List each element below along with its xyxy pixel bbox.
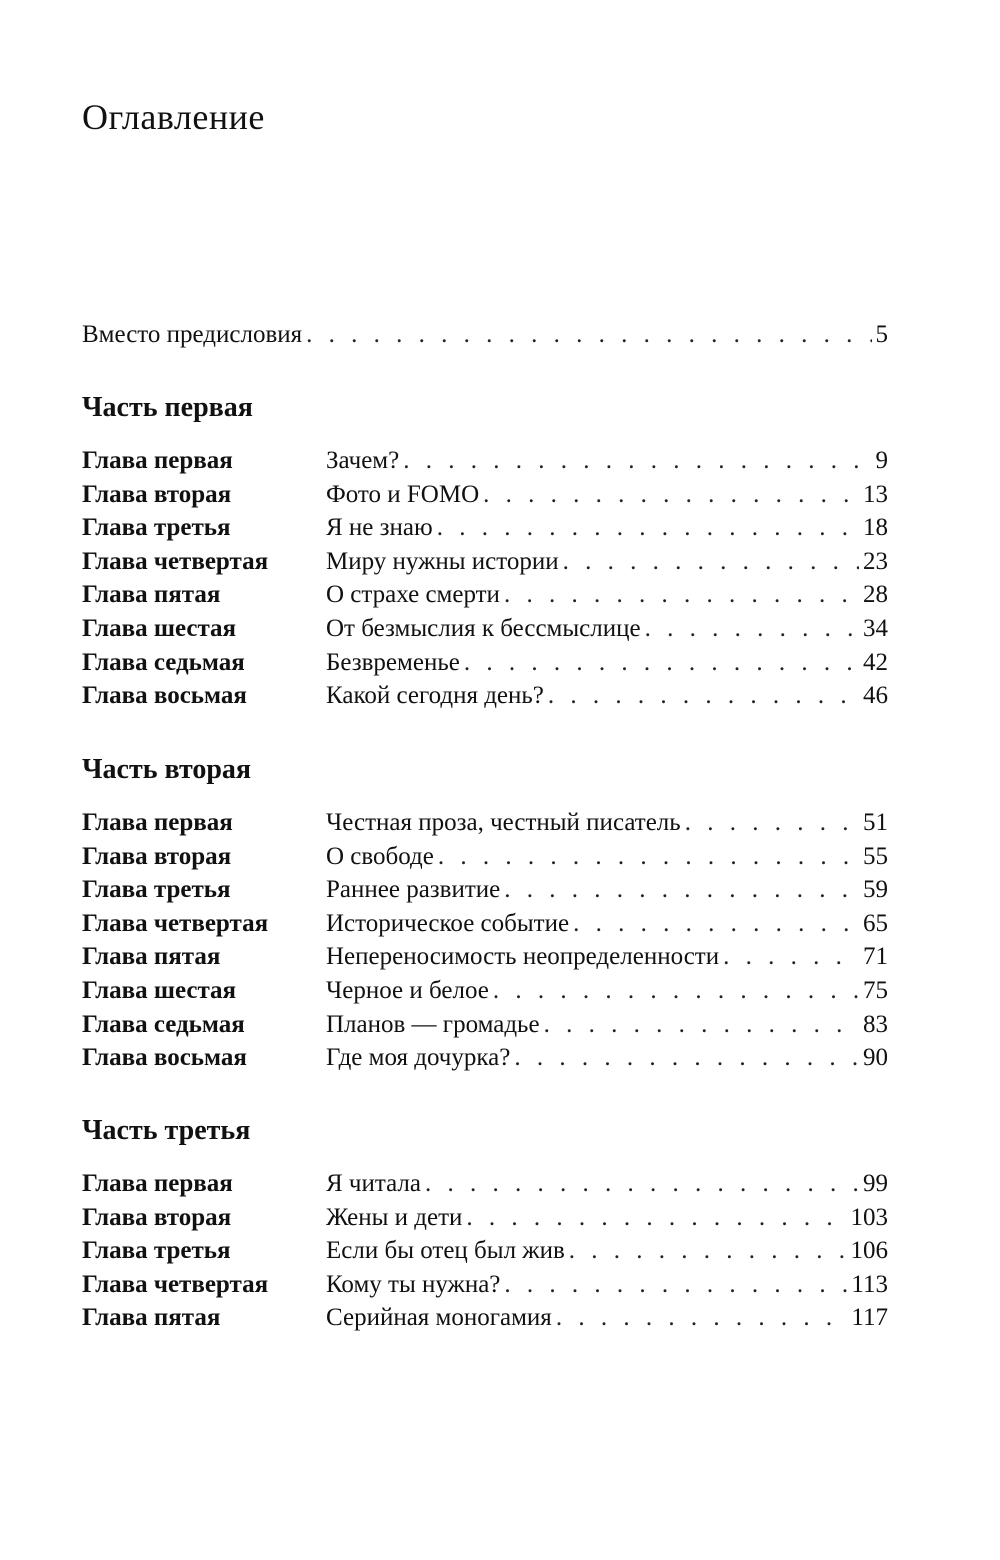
chapter-title: Честная проза, честный писатель <box>326 809 681 836</box>
chapter-label: Глава первая <box>82 1170 233 1197</box>
dot-leader <box>403 444 871 478</box>
toc-entry[interactable] <box>82 444 888 478</box>
page-number: 99 <box>863 1170 888 1197</box>
dot-leader <box>723 940 859 974</box>
dot-leader <box>685 806 859 840</box>
chapter-label: Глава четвертая <box>82 1270 269 1298</box>
page-number: 103 <box>850 1203 888 1231</box>
dot-leader <box>466 1201 846 1235</box>
toc-entry[interactable] <box>82 1008 888 1042</box>
chapter-label: Глава пятая <box>82 1304 221 1332</box>
dot-leader <box>493 974 859 1008</box>
chapter-title: Безвременье <box>326 648 460 676</box>
toc-entry[interactable] <box>82 873 888 907</box>
chapter-label: Глава первая <box>82 809 233 836</box>
toc-entry[interactable] <box>82 545 888 579</box>
chapter-title: Непереносимость неопределенности <box>326 943 720 971</box>
chapter-title: Жены и дети <box>326 1203 463 1231</box>
page-number: 106 <box>850 1237 888 1265</box>
chapter-title: Где моя дочурка? <box>326 1044 511 1072</box>
chapter-title: Серийная моногамия <box>326 1304 552 1332</box>
dot-leader <box>464 646 859 680</box>
toc-entry[interactable] <box>82 1234 888 1268</box>
toc-entry[interactable] <box>82 1167 888 1201</box>
part-title: Часть первая <box>82 392 253 423</box>
chapter-label: Глава третья <box>82 1237 231 1265</box>
page-number: 65 <box>863 909 888 937</box>
toc-entry-preface[interactable] <box>82 318 888 352</box>
toc-entry[interactable] <box>82 907 888 941</box>
chapter-title: О свободе <box>326 842 434 870</box>
part-title: Часть вторая <box>82 754 252 785</box>
chapter-title: Если бы отец был жив <box>326 1237 565 1265</box>
page-number: 23 <box>863 547 888 575</box>
chapter-label: Глава восьмая <box>82 682 247 710</box>
toc-entry[interactable] <box>82 1201 888 1235</box>
page-title: Оглавление <box>82 97 265 137</box>
dot-leader <box>425 1167 859 1201</box>
dot-leader <box>504 1268 847 1302</box>
page-number: 59 <box>863 876 888 904</box>
dot-leader <box>438 840 859 874</box>
chapter-label: Глава восьмая <box>82 1044 247 1072</box>
chapter-title: Миру нужны истории <box>326 547 559 575</box>
dot-leader <box>563 545 859 579</box>
chapter-title: Я читала <box>326 1170 421 1197</box>
toc-entry[interactable] <box>82 578 888 612</box>
chapter-label: Глава третья <box>82 876 231 904</box>
chapter-title: Черное и белое <box>326 976 489 1004</box>
toc-entry[interactable] <box>82 612 888 646</box>
page-number: 90 <box>863 1044 888 1072</box>
page-number: 9 <box>875 447 888 474</box>
toc-entry[interactable] <box>82 974 888 1008</box>
chapter-label: Глава седьмая <box>82 648 245 676</box>
page-number: 13 <box>863 480 888 508</box>
page-number: 83 <box>863 1010 888 1038</box>
page-number: 34 <box>863 614 888 642</box>
dot-leader <box>573 907 859 941</box>
page-number: 75 <box>863 976 888 1004</box>
page-number: 51 <box>863 809 888 836</box>
page-number: 42 <box>863 648 888 676</box>
chapter-label: Глава первая <box>82 447 233 474</box>
chapter-title: Я не знаю <box>326 514 433 542</box>
chapter-label: Глава четвертая <box>82 909 269 937</box>
entry-title: Вместо предисловия <box>82 321 303 348</box>
page-number: 71 <box>863 943 888 971</box>
dot-leader <box>306 318 871 352</box>
part-1-section <box>82 390 888 713</box>
part-3-section <box>82 1113 888 1335</box>
chapter-title: Историческое событие <box>326 909 570 937</box>
toc-entry[interactable] <box>82 940 888 974</box>
dot-leader <box>569 1234 847 1268</box>
part-title: Часть третья <box>82 1115 251 1146</box>
chapter-title: От безмыслия к бессмыслице <box>326 614 641 642</box>
toc-entry[interactable] <box>82 840 888 874</box>
dot-leader <box>645 612 859 646</box>
page-number: 28 <box>863 581 888 609</box>
dot-leader <box>514 1041 859 1075</box>
dot-leader <box>504 873 859 907</box>
toc-entry[interactable] <box>82 1301 888 1335</box>
chapter-title: О страхе смерти <box>326 581 500 609</box>
chapter-label: Глава вторая <box>82 842 232 870</box>
page-number: 5 <box>875 321 888 348</box>
chapter-label: Глава шестая <box>82 614 237 642</box>
chapter-title: Фото и FOMO <box>326 480 480 508</box>
chapter-label: Глава третья <box>82 514 231 542</box>
page-number: 46 <box>863 682 888 710</box>
chapter-label: Глава седьмая <box>82 1010 245 1038</box>
chapter-title: Зачем? <box>326 447 400 474</box>
toc-entry[interactable] <box>82 1041 888 1075</box>
page-number: 18 <box>863 514 888 542</box>
page-number: 117 <box>851 1304 888 1332</box>
part-2-section <box>82 752 888 1075</box>
chapter-label: Глава вторая <box>82 1203 232 1231</box>
chapter-label: Глава четвертая <box>82 547 269 575</box>
toc-entry[interactable] <box>82 511 888 545</box>
toc-entry[interactable] <box>82 1268 888 1302</box>
chapter-title: Какой сегодня день? <box>326 682 544 710</box>
chapter-title: Планов — громадье <box>326 1010 540 1038</box>
dot-leader <box>556 1301 848 1335</box>
dot-leader <box>437 511 859 545</box>
dot-leader <box>548 679 859 713</box>
dot-leader <box>483 478 859 512</box>
chapter-label: Глава пятая <box>82 943 221 971</box>
toc-entry[interactable] <box>82 478 888 512</box>
page-number: 55 <box>863 842 888 870</box>
chapter-title: Раннее развитие <box>326 876 501 904</box>
dot-leader <box>544 1008 859 1042</box>
page-number: 113 <box>851 1270 888 1298</box>
chapter-label: Глава пятая <box>82 581 221 609</box>
toc-entry[interactable] <box>82 646 888 680</box>
toc-entry[interactable] <box>82 679 888 713</box>
dot-leader <box>504 578 859 612</box>
chapter-label: Глава шестая <box>82 976 237 1004</box>
chapter-label: Глава вторая <box>82 480 232 508</box>
chapter-title: Кому ты нужна? <box>326 1270 501 1298</box>
toc-entry[interactable] <box>82 806 888 840</box>
